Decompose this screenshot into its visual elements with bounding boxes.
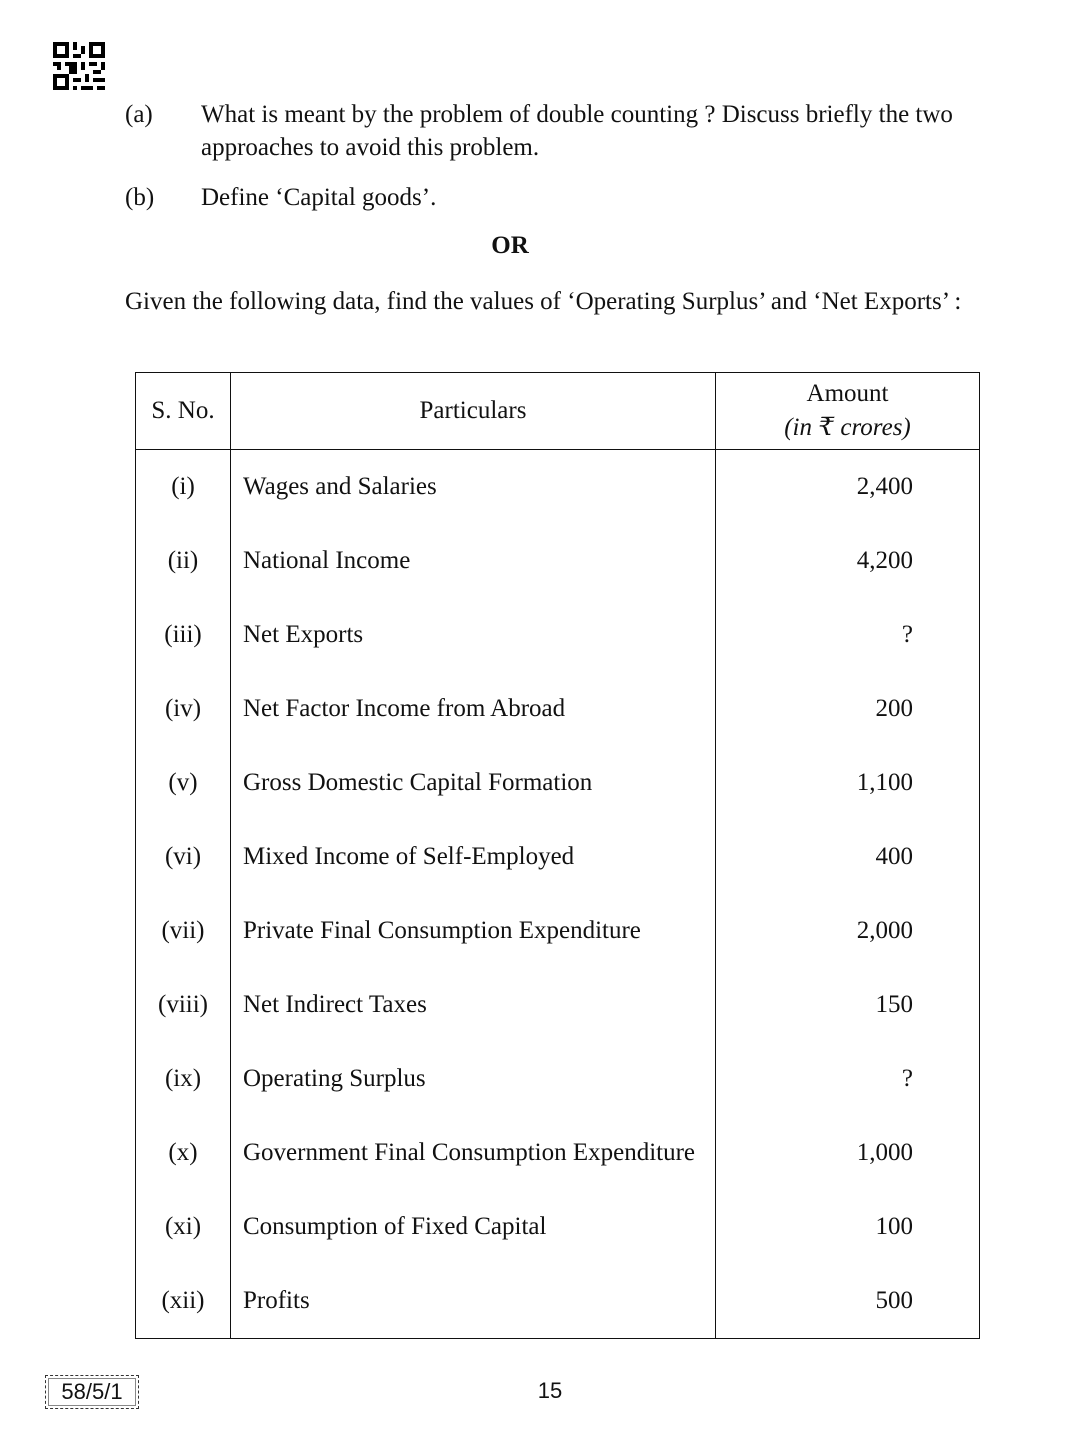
data-table xyxy=(135,372,980,1339)
row-sno: (xii) xyxy=(136,1264,231,1339)
row-particular: National Income xyxy=(231,524,716,598)
table-row xyxy=(136,1042,980,1116)
row-sno: (i) xyxy=(136,450,231,525)
table-row xyxy=(136,672,980,746)
question-text: What is meant by the problem of double counting ? Discuss briefly the two approaches to avoid this problem. xyxy=(201,101,953,161)
table-row xyxy=(136,598,980,672)
table-header-row xyxy=(136,373,980,450)
row-amount: 100 xyxy=(716,1190,980,1264)
table-row xyxy=(136,968,980,1042)
row-particular: Consumption of Fixed Capital xyxy=(231,1190,716,1264)
header-sno: S. No. xyxy=(136,373,231,450)
row-sno: (ix) xyxy=(136,1042,231,1116)
row-amount: 500 xyxy=(716,1264,980,1339)
question-label: (b) xyxy=(125,184,155,211)
row-amount: 2,000 xyxy=(716,894,980,968)
row-particular: Net Indirect Taxes xyxy=(231,968,716,1042)
row-amount: ? xyxy=(716,598,980,672)
header-particulars: Particulars xyxy=(231,373,716,450)
row-particular: Wages and Salaries xyxy=(231,450,716,525)
table-row xyxy=(136,820,980,894)
question-label: (a) xyxy=(125,101,153,128)
row-sno: (iv) xyxy=(136,672,231,746)
row-sno: (vi) xyxy=(136,820,231,894)
row-sno: (vii) xyxy=(136,894,231,968)
row-particular: Gross Domestic Capital Formation xyxy=(231,746,716,820)
row-amount: 400 xyxy=(716,820,980,894)
page-number: 15 xyxy=(537,1378,563,1403)
header-amount-label: Amount xyxy=(806,380,889,407)
table-row xyxy=(136,894,980,968)
qr-code-icon xyxy=(53,42,105,90)
header-amount xyxy=(716,373,980,450)
or-divider: OR xyxy=(491,232,529,259)
row-particular: Net Factor Income from Abroad xyxy=(231,672,716,746)
row-sno: (v) xyxy=(136,746,231,820)
table-row xyxy=(136,450,980,525)
row-particular: Operating Surplus xyxy=(231,1042,716,1116)
row-amount: 1,100 xyxy=(716,746,980,820)
table-row xyxy=(136,1190,980,1264)
row-particular: Private Final Consumption Expenditure xyxy=(231,894,716,968)
row-amount: 4,200 xyxy=(716,524,980,598)
row-sno: (x) xyxy=(136,1116,231,1190)
row-particular: Net Exports xyxy=(231,598,716,672)
row-sno: (ii) xyxy=(136,524,231,598)
row-amount: 2,400 xyxy=(716,450,980,525)
question-intro: Given the following data, find the values of ‘Operating Surplus’ and ‘Net Exports’ : xyxy=(125,288,962,315)
question-text: Define ‘Capital goods’. xyxy=(201,184,437,211)
table-row xyxy=(136,524,980,598)
row-sno: (viii) xyxy=(136,968,231,1042)
paper-code: 58/5/1 xyxy=(45,1375,139,1409)
row-amount: 150 xyxy=(716,968,980,1042)
table-row xyxy=(136,746,980,820)
row-amount: 200 xyxy=(716,672,980,746)
row-sno: (xi) xyxy=(136,1190,231,1264)
table-row xyxy=(136,1116,980,1190)
header-amount-unit: (in ₹ crores) xyxy=(784,414,911,441)
row-particular: Government Final Consumption Expenditure xyxy=(231,1116,716,1190)
row-sno: (iii) xyxy=(136,598,231,672)
row-particular: Mixed Income of Self-Employed xyxy=(231,820,716,894)
table-row xyxy=(136,1264,980,1339)
row-amount: 1,000 xyxy=(716,1116,980,1190)
row-particular: Profits xyxy=(231,1264,716,1339)
row-amount: ? xyxy=(716,1042,980,1116)
